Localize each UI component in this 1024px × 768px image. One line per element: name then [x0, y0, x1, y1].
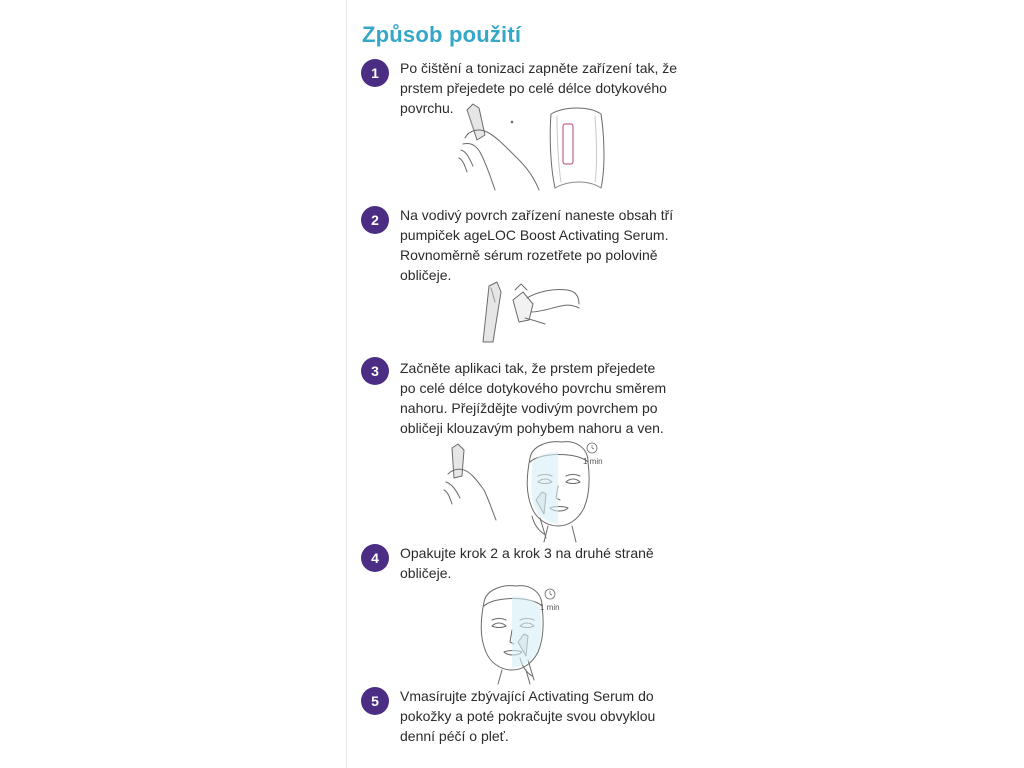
step-3-timer-label: 1 min: [583, 457, 603, 466]
left-divider-line: [346, 0, 347, 768]
step-2-number: 2: [371, 212, 379, 228]
step-5-line-2: pokožky a poté pokračujte svou obvyklou: [400, 708, 656, 724]
step-5-number: 5: [371, 693, 379, 709]
page-title: Způsob použití: [362, 22, 522, 47]
step-4-line-2: obličeje.: [400, 565, 452, 581]
hand-icon: [459, 130, 539, 190]
step-4-text: [400, 543, 654, 583]
step-3-number: 3: [371, 363, 379, 379]
step-1-illustration: [455, 100, 615, 195]
step-3-badge: [361, 357, 389, 385]
hand-icon: [525, 289, 579, 324]
step-3-line-1: Začněte aplikaci tak, že prstem přejedete: [400, 360, 656, 376]
step-1-number: 1: [371, 65, 379, 81]
right-face-highlight: [512, 596, 541, 668]
step-5-line-3: denní péčí o pleť.: [400, 728, 509, 744]
step-3-text: [400, 358, 666, 438]
step-5-badge: [361, 687, 389, 715]
step-3-line-3: nahoru. Přejíždějte vodivým povrchem po: [400, 400, 658, 416]
step-4-timer-label: 1 min: [540, 603, 560, 612]
step-3-illustration: [440, 438, 615, 543]
left-face-highlight: [532, 452, 559, 524]
step-5-line-1: Vmasírujte zbývající Activating Serum do: [400, 688, 654, 704]
step-5-text: [400, 686, 655, 746]
hand-icon: [444, 469, 496, 520]
step-2-line-3: Rovnoměrně sérum rozetřete po polovině: [400, 247, 658, 263]
device-wand-icon: [452, 444, 464, 478]
step-1-line-3: povrchu.: [400, 100, 454, 116]
timer-icon: [587, 443, 597, 453]
timer-icon: [545, 589, 555, 599]
step-3-line-2: po celé délce dotykového povrchu směrem: [400, 380, 667, 396]
step-2-illustration: [475, 278, 585, 348]
step-2-line-2: pumpiček ageLOC Boost Activating Serum.: [400, 227, 669, 243]
touch-surface-highlight: [563, 124, 573, 164]
step-4-line-1: Opakujte krok 2 a krok 3 na druhé straně: [400, 545, 654, 561]
step-1-line-1: Po čištění a tonizaci zapněte zařízení tak, že: [400, 60, 678, 76]
step-1-badge: [361, 59, 389, 87]
step-2-line-1: Na vodivý povrch zařízení naneste obsah tří: [400, 207, 674, 223]
step-4-badge: [361, 544, 389, 572]
step-4-illustration: [478, 584, 568, 686]
device-wand-icon: [467, 104, 485, 140]
step-4-number: 4: [371, 550, 379, 566]
step-3-line-4: obličeji klouzavým pohybem nahoru a ven.: [400, 420, 664, 436]
step-1-line-2: prstem přejedete po celé délce dotykového: [400, 80, 667, 96]
step-2-line-4: obličeje.: [400, 267, 452, 283]
step-2-text: [400, 205, 673, 285]
step-2-badge: [361, 206, 389, 234]
